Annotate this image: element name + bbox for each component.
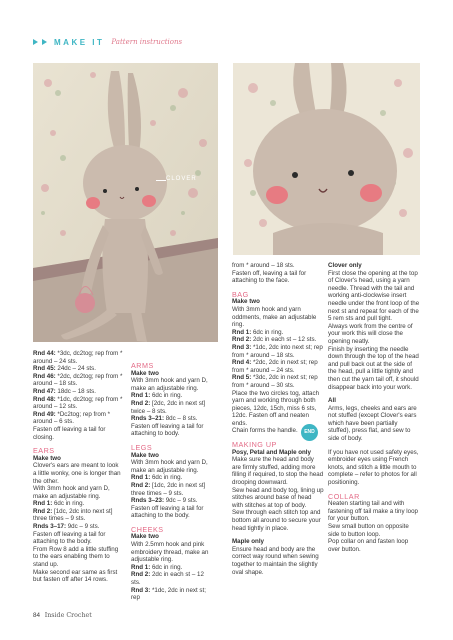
section-title: MAKE IT: [54, 37, 105, 47]
instruction-text: Chain forms the handle.: [232, 427, 298, 435]
section-subtitle: Pattern instructions: [111, 38, 183, 46]
instruction-text: From Row 8 add a little stuffing to the ears enabling them to stand up.: [33, 545, 119, 569]
instruction-text: Sew head and body tog, lining up stitches around base of head with stitches at top of body.: [232, 486, 324, 509]
bunny-closeup-photo: [233, 63, 420, 255]
column-1: [33, 350, 123, 584]
photo-label: CLOVER: [166, 176, 197, 182]
instruction-row: Rnds 3–23: 9dc – 9 sts.: [131, 497, 198, 505]
instruction-text: Always work from the centre of your work this will close the opening neatly.: [328, 322, 413, 345]
instruction-row: Rnd 2: [2dc, 2dc in next st] twice – 8 sts.: [131, 399, 206, 415]
instruction-row: Rnd 48: *1dc, dc2tog; rep from * around – 12 sts.: [33, 395, 123, 411]
instruction-text: With 3mm hook and yarn oddments, make an adjustable ring.: [232, 305, 317, 329]
label-pointer-line: [156, 180, 166, 181]
instruction-text: With 3mm hook and yarn D, make an adjustable ring.: [131, 459, 208, 474]
instruction-row: Rnd 2: [1dc, 2dc into next st] three times – 9 sts.: [33, 507, 113, 523]
column-3: [232, 262, 324, 576]
instruction-row: Rnd 3: *1dc, 2dc in next st; rep: [131, 586, 206, 602]
column-2: [131, 356, 211, 602]
magazine-name: Inside Crochet: [44, 612, 92, 619]
instruction-text: With 3mm hook and yarn D, make an adjustable ring.: [131, 377, 208, 392]
instruction-text: Fasten off, leaving a tail for attaching to the face.: [232, 269, 307, 285]
instruction-text: Arms, legs, cheeks and ears are not stuffed (except Clover's ears which have been partially stuffed), press flat, and sew to side of body.: [328, 404, 417, 443]
instruction-text: Fasten off leaving a tail for attaching to the body.: [33, 530, 106, 546]
instruction-text: Make second ear same as first but fasten off after 14 rows.: [33, 568, 118, 584]
instruction-text: Clover's ears are meant to look a little wonky, one is longer than the other.: [33, 462, 121, 485]
instruction-row: Rnd 1: 6dc in ring.: [131, 474, 183, 482]
instruction-row: Rnd 1: 6dc in ring.: [232, 328, 284, 336]
instruction-row: Rnd 1: 6dc in ring.: [131, 563, 183, 571]
instruction-text: With 3mm hook and yarn D, make an adjustable ring.: [33, 485, 110, 500]
instruction-text: With 2.5mm hook and pink embroidery thread, make an adjustable ring.: [131, 541, 209, 564]
instruction-row: Rnd 3: *1dc, 2dc into next st; rep from * around – 18 sts.: [232, 343, 323, 359]
instruction-text: Fasten off leaving a tail for attaching to the body.: [131, 504, 204, 520]
section-heading-collar: COLLAR: [328, 491, 360, 501]
subheading: Posy, Petal and Maple only: [232, 448, 311, 456]
page-number: 84: [33, 612, 41, 619]
subheading: Make two: [232, 298, 260, 306]
column-4: [328, 262, 420, 553]
instruction-row: Rnd 2: 2dc in each st – 12 sts.: [131, 571, 204, 587]
subheading: Make two: [131, 533, 159, 541]
instruction-text: First close the opening at the top of Clover's head, using a yarn needle. Thread with the tail and working anti-clockwise insert needle under the front loop of the next st and repeat for each of the 5 rem sts and pull tight.: [328, 269, 420, 323]
instruction-text: Sew through each stitch top and bottom all around to secure your head tightly in place.: [232, 509, 321, 532]
instruction-row: Rnd 49: *Dc2tog; rep from * around – 6 sts.: [33, 410, 111, 426]
triangle-icon: [42, 39, 47, 45]
instruction-row: Rnd 2: [1dc, 2dc in next st] three times – 9 sts.: [131, 481, 206, 497]
subheading: Make two: [131, 369, 159, 377]
instruction-row: Rnd 1: 6dc in ring.: [131, 392, 183, 400]
instruction-row: Rnd 1: 6dc in ring.: [33, 500, 85, 508]
instruction-text: Ensure head and body are the correct way round when sewing together to maintain the slightly oval shape.: [232, 545, 319, 576]
page-footer: [33, 612, 92, 619]
instruction-text: Sew small button on opposite side to button loop.: [328, 523, 409, 538]
bunny-full-photo: [33, 63, 218, 342]
subheading: Make two: [33, 454, 61, 462]
subheading: All: [328, 397, 336, 405]
section-heading-bag: BAG: [232, 289, 249, 299]
subheading: Make two: [131, 451, 159, 459]
instruction-text: Fasten off leaving a tail for attaching to body.: [131, 422, 204, 438]
instruction-text: Make sure the head and body are firmly stuffed, adding more filling if required, to stop the head drooping downward.: [232, 456, 324, 487]
instruction-text: Place the two circles tog, attach yarn and working through both pieces, 12dc, 15ch, miss 6 sts, 12dc. Fasten off and neaten ends.: [232, 389, 320, 427]
instruction-text: If you have not used safety eyes, embroider eyes using French knots, and stitch a little mouth to complete – refer to photos for all positioning.: [328, 448, 419, 487]
instruction-row: Rnd 47: 18dc – 18 sts.: [33, 387, 96, 395]
instruction-text: from * around – 18 sts.: [232, 262, 295, 269]
section-heading-cheeks: CHEEKS: [131, 524, 164, 534]
subheading: Clover only: [328, 262, 362, 269]
section-heading-legs: LEGS: [131, 442, 153, 452]
instruction-text: Finish by inserting the needle down through the top of the head and pull back out at the side of the head, pull a little tightly and then cut the yarn tail off, it should disappear back into your work.: [328, 345, 419, 391]
instruction-text: Pop collar on and fasten loop over button.: [328, 538, 409, 553]
triangle-icon: [33, 39, 38, 45]
instruction-text: Fasten off leaving a tail for closing.: [33, 425, 106, 441]
instruction-row: Rnd 45: 24dc – 24 sts.: [33, 365, 96, 373]
end-badge: END: [301, 424, 318, 441]
section-header: [33, 36, 182, 48]
instruction-row: Rnds 3–21: 8dc – 8 sts.: [131, 415, 198, 423]
section-heading-making-up: MAKING UP: [232, 440, 277, 450]
instruction-row: Rnd 4: *2dc, 2dc in next st; rep from * around – 24 sts.: [232, 359, 318, 374]
instruction-row: Rnd 2: 2dc in each st – 12 sts.: [232, 336, 317, 344]
section-heading-arms: ARMS: [131, 361, 154, 370]
section-heading-ears: EARS: [33, 446, 55, 456]
instruction-row: Rnd 5: *3dc, 2dc in next st; rep from * around – 30 sts.: [232, 374, 318, 389]
instruction-row: Rnd 46: *2dc, dc2tog; rep from * around – 18 sts.: [33, 372, 123, 388]
instruction-row: Rnds 3–17: 9dc – 9 sts.: [33, 523, 100, 531]
instruction-row: Rnd 44: *3dc, dc2tog; rep from * around – 24 sts.: [33, 350, 123, 365]
subheading: Maple only: [232, 538, 264, 546]
instruction-text: Neaten starting tail and with fastening off tail make a tiny loop for your button.: [328, 500, 419, 523]
